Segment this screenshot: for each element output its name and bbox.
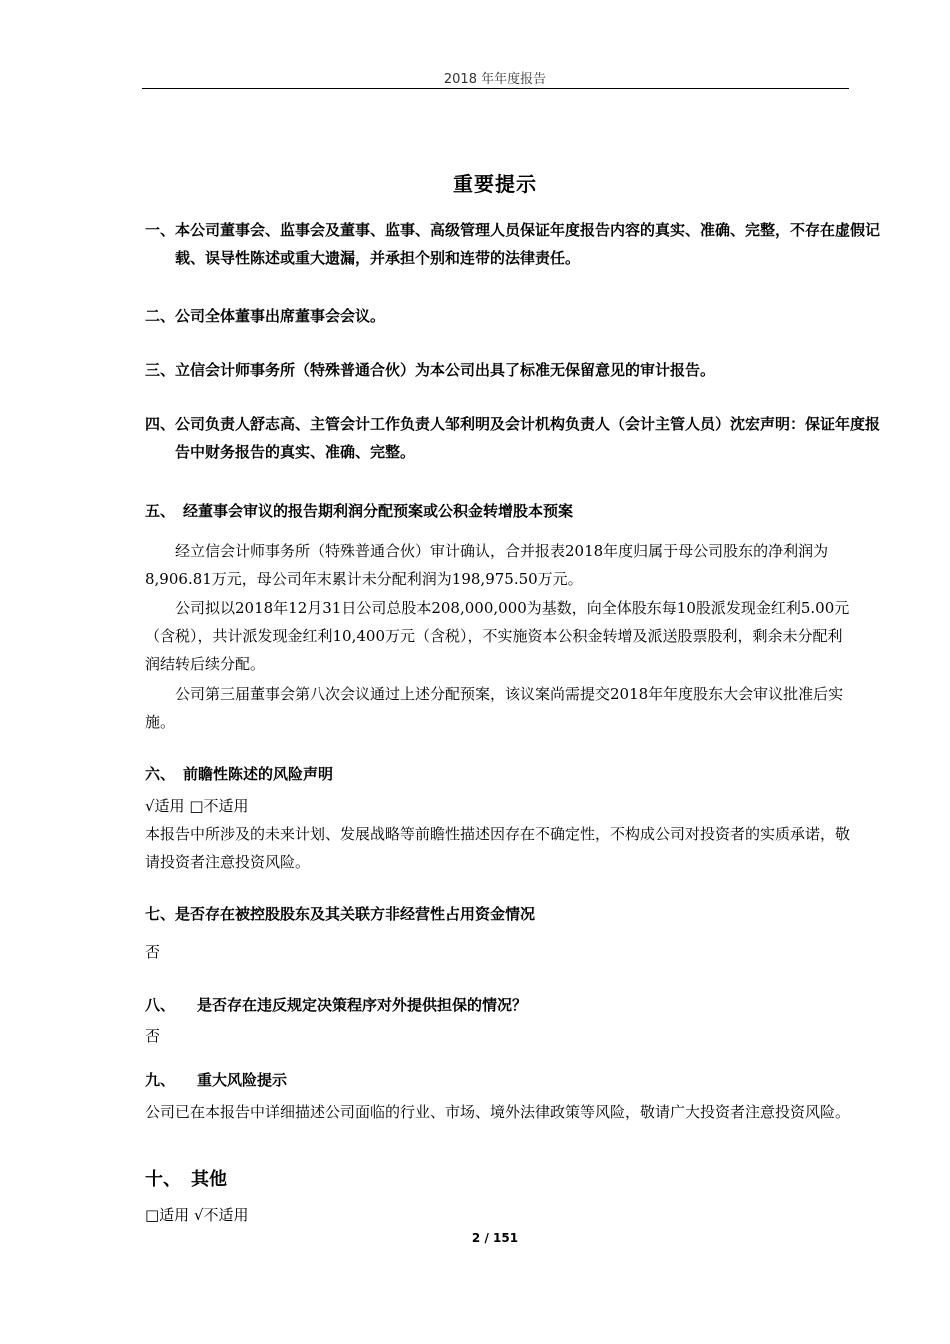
page-number: 2 / 151 [471,1231,519,1245]
section-seven-heading: 七、是否存在被控股股东及其关联方非经营性占用资金情况 [145,905,536,923]
section-six-options: √适用 □不适用 [145,797,249,815]
section-nine-body: 公司已在本报告中详细描述公司面临的行业、市场、境外法律政策等风险，敬请广大投资者注意投资风险。 [145,1103,851,1121]
section-ten-number: 十、 [145,1169,181,1190]
section-five-heading [145,497,850,525]
section-eight-title: 是否存在违反规定决策程序对外提供担保的情况？ [197,996,528,1014]
section-five-number: 五、 [145,502,176,520]
section-five-paragraph-3: 公司第三届董事会第八次会议通过上述分配预案，该议案尚需提交2018年年度股东大会审议批准后实施。 [145,685,844,731]
section-six-body: 本报告中所涉及的未来计划、发展战略等前瞻性描述因存在不确定性，不构成公司对投资者的实质承诺，敬请投资者注意投资风险。 [145,825,851,871]
section-nine-title: 重大风险提示 [197,1071,288,1089]
section-six-number: 六、 [145,765,176,783]
section-five-paragraph-1: 经立信会计师事务所（特殊普通合伙）审计确认，合并报表2018年度归属于母公司股东的净利润为8,906.81万元，母公司年末累计未分配利润为198,975.50万元。 [145,542,829,588]
section-eight-heading [145,991,850,1019]
section-five-paragraph-2: 公司拟以2018年12月31日公司总股本208,000,000为基数，向全体股东每10股派发现金红利5.00元（含税），共计派发现金红利10,400万元（含税），不实施资本公积金转增及派送股票股利，剩余未分配利润结转后续分配。 [145,599,850,673]
section-eight-number: 八、 [145,996,176,1014]
section-nine-number: 九、 [145,1071,176,1089]
item-two: 二、公司全体董事出席董事会会议。 [145,307,386,325]
header-divider [142,88,849,89]
item-one: 一、本公司董事会、监事会及董事、监事、高级管理人员保证年度报告内容的真实、准确、完整，不存在虚假记载、误导性陈述或重大遗漏，并承担个别和连带的法律责任。 [145,221,881,267]
page-title: 重要提示 [453,172,537,196]
section-six-title: 前瞻性陈述的风险声明 [183,765,334,783]
section-five-title: 经董事会审议的报告期利润分配预案或公积金转增股本预案 [183,502,574,520]
running-header: 2018 年年度报告 [443,72,547,87]
section-ten-options: □适用 √不适用 [145,1206,249,1224]
section-seven-answer: 否 [145,943,161,961]
section-ten-heading [145,1166,850,1194]
section-ten-title: 其他 [191,1169,227,1190]
item-three: 三、立信会计师事务所（特殊普通合伙）为本公司出具了标准无保留意见的审计报告。 [145,361,716,379]
item-four: 四、公司负责人舒志高、主管会计工作负责人邹利明及会计机构负责人（会计主管人员）沈宏声明：保证年度报告中财务报告的真实、准确、完整。 [145,415,881,461]
section-eight-answer: 否 [145,1027,161,1045]
section-nine-heading [145,1066,850,1094]
section-six-heading [145,760,850,788]
